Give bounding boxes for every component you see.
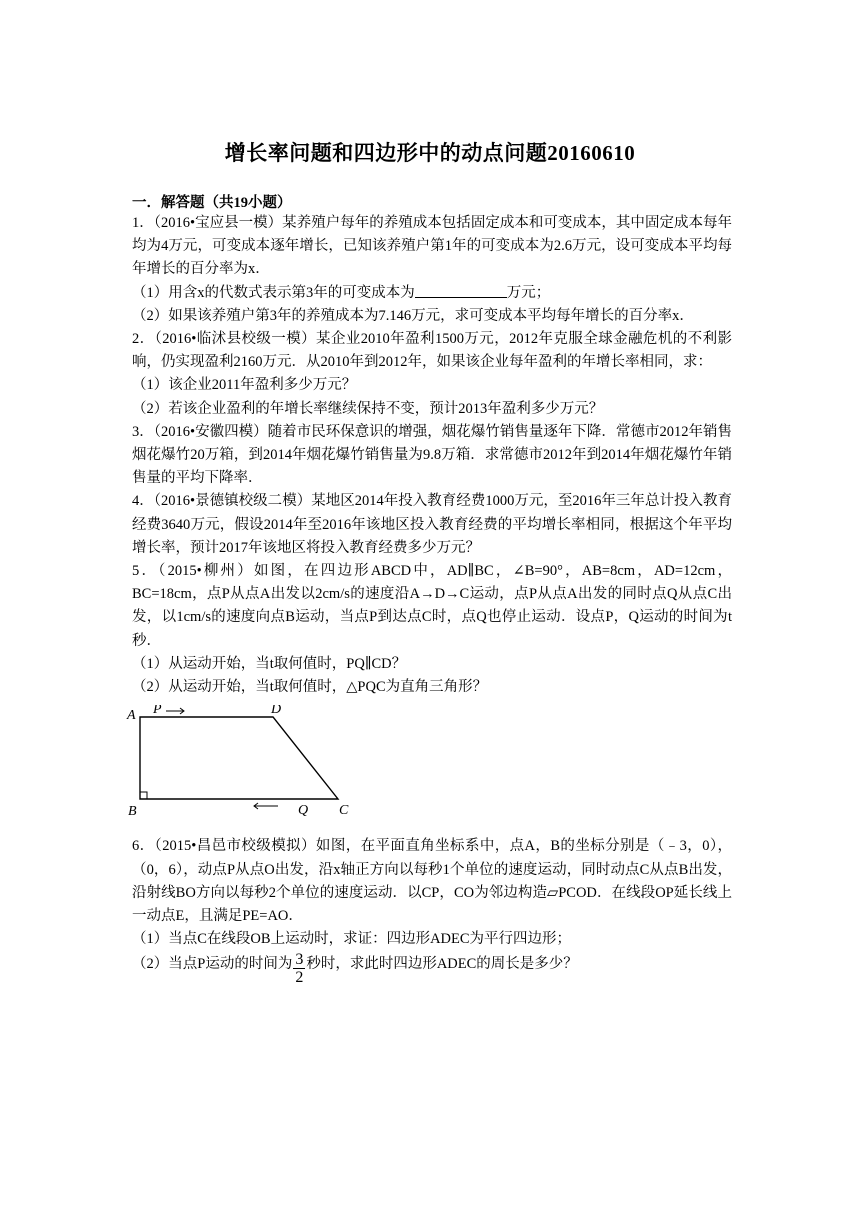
label-d: D <box>271 705 282 718</box>
question-6-part-2 <box>132 951 732 986</box>
question-5-stem: 5．（2015•柳州）如图，在四边形ABCD中，AD∥BC，∠B=90°，AB=8cm，AD=12cm，BC=18cm，点P从点A出发以2cm/s的速度沿A→D→C运动，点P从点A出发的同时点Q从点C出发，以1cm/s的速度向点B运动，当点P到达点C时，点Q也停止运动．设点P，Q运动的时间为t秒． <box>132 563 732 649</box>
fraction <box>293 951 305 986</box>
question-6-stem: 6．（2015•昌邑市校级模拟）如图，在平面直角坐标系中，点A，B的坐标分别是（﹣3，0），（0，6），动点P从点O出发，沿x轴正方向以每秒1个单位的速度运动，同时动点C从点B出发，沿射线BO方向以每秒2个单位的速度运动．以CP，CO为邻边构造▱PCOD．在线段OP延长线上一动点E，且满足PE=AO． <box>132 838 732 925</box>
question-4-stem: 4．（2016•景德镇校级二模）某地区2014年投入教育经费1000万元，至2016年三年总计投入教育经费3640万元，假设2014年至2016年该地区投入教育经费的平均增长率相同，根据这个年平均增长率，预计2017年该地区将投入教育经费多少万元？ <box>132 493 732 556</box>
fraction-numerator: 3 <box>295 951 304 969</box>
question-5-part-1: （1）从运动开始，当t取何值时，PQ∥CD？ <box>132 655 407 672</box>
section-header: 一．解答题（共19小题） <box>132 195 292 211</box>
question-1-part-1-unit: 万元； <box>506 284 551 301</box>
fraction-denominator: 2 <box>295 969 304 987</box>
label-b: B <box>128 804 137 820</box>
question-6-part-2-text: （2）当点P运动的时间为 <box>132 956 293 973</box>
question-6-part-1: （1）当点C在线段OB上运动时，求证：四边形ADEC为平行四边形； <box>132 931 572 948</box>
document-title: 增长率问题和四边形中的动点问题20160610 <box>224 141 636 165</box>
right-angle-mark <box>140 792 147 799</box>
label-c: C <box>339 803 349 819</box>
question-1-part-2: （2）如果该养殖户第3年的养殖成本为7.146万元，求可变成本平均每年增长的百分率x． <box>132 307 694 324</box>
questions-body <box>127 212 732 987</box>
answer-blank <box>415 283 507 298</box>
question-3-stem: 3．（2016•安徽四模）随着市民环保意识的增强，烟花爆竹销售量逐年下降．常德市2012年销售烟花爆竹20万箱，到2014年烟花爆竹销售量为9.8万箱．求常德市2012年到2014年烟花爆竹年销售量的平均下降率． <box>132 423 732 487</box>
question-6-part-2-rest: 秒时，求此时四边形ADEC的周长是多少？ <box>306 956 578 973</box>
question-2-part-2: （2）若该企业盈利的年增长率继续保持不变，预计2013年盈利多少万元？ <box>132 400 604 417</box>
question-1-stem: 1．（2016•宝应县一模）某养殖户每年的养殖成本包括固定成本和可变成本，其中固定成本每年均为4万元，可变成本逐年增长，已知该养殖户第1年的可变成本为2.6万元，设可变成本平均每年增长的百分率为x． <box>132 215 732 278</box>
label-p: P <box>153 705 162 718</box>
question-1-part-1-text: （1）用含x的代数式表示第3年的可变成本为 <box>132 284 415 301</box>
question-1-part-1 <box>132 282 732 305</box>
trapezoid-shape <box>140 717 338 799</box>
trapezoid-figure <box>126 705 366 821</box>
label-q: Q <box>298 803 309 819</box>
question-2-stem: 2．（2016•临沭县校级一模）某企业2010年盈利1500万元，2012年克服全球金融危机的不利影响，仍实现盈利2160万元．从2010年到2012年，如果该企业每年盈利的年增长率相同，求： <box>132 331 732 371</box>
question-5-part-2: （2）从运动开始，当t取何值时，△PQC为直角三角形？ <box>132 679 488 696</box>
label-a: A <box>127 708 136 724</box>
question-2-part-1: （1）该企业2011年盈利多少万元？ <box>132 377 357 394</box>
